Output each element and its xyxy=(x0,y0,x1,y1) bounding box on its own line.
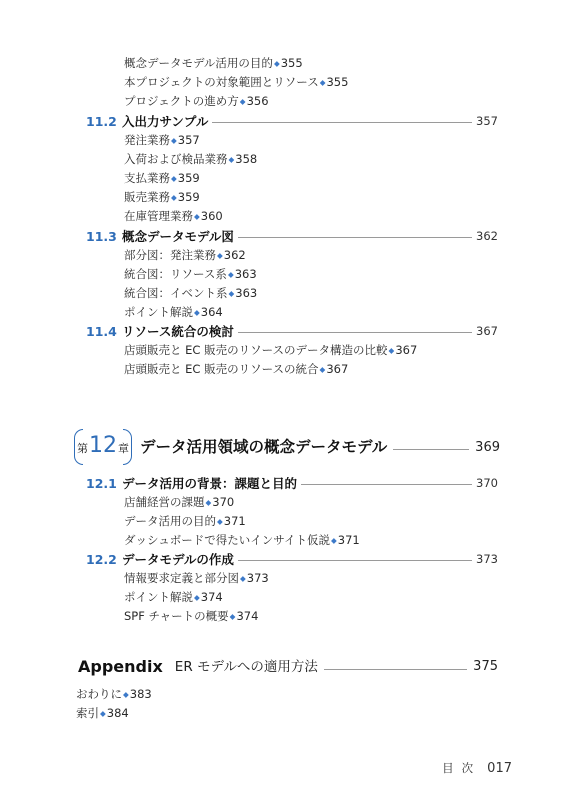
toc-item[interactable]: 情報要求定義と部分図◆373 xyxy=(124,571,269,585)
toc-item[interactable]: 発注業務◆357 xyxy=(124,133,200,147)
bullet-diamond-icon: ◆ xyxy=(194,593,200,602)
section-page: 357 xyxy=(476,114,498,128)
toc-item[interactable]: プロジェクトの進め方◆356 xyxy=(124,94,269,108)
leader-line xyxy=(324,669,467,670)
chapter-badge: 第 12 章 xyxy=(74,427,132,467)
toc-section-12-1[interactable] xyxy=(86,474,498,493)
footer-label: 目次 xyxy=(442,761,482,775)
toc-item[interactable]: 店頭販売と EC 販売のリソースのデータ構造の比較◆367 xyxy=(124,343,418,357)
chapter-title: データ活用領域の概念データモデル xyxy=(140,437,388,456)
section-title: 概念データモデル図 xyxy=(122,229,234,244)
toc-item[interactable]: 支払業務◆359 xyxy=(124,171,200,185)
bullet-diamond-icon: ◆ xyxy=(100,709,106,718)
bullet-diamond-icon: ◆ xyxy=(239,97,246,106)
toc-section-11-3[interactable] xyxy=(86,227,498,246)
toc-item[interactable]: 部分図：発注業務◆362 xyxy=(124,248,246,262)
bullet-diamond-icon: ◆ xyxy=(319,78,326,87)
bullet-diamond-icon: ◆ xyxy=(229,612,236,621)
toc-item-index[interactable]: 索引◆384 xyxy=(76,706,129,720)
section-number: 11.2 xyxy=(86,114,117,129)
bullet-diamond-icon: ◆ xyxy=(171,193,177,202)
toc-item[interactable]: 入荷および検品業務◆358 xyxy=(124,152,258,166)
leader-line xyxy=(301,484,472,485)
bullet-diamond-icon: ◆ xyxy=(123,690,129,699)
chapter-number: 12 xyxy=(89,433,117,458)
bullet-diamond-icon: ◆ xyxy=(319,365,326,374)
section-number: 11.3 xyxy=(86,229,117,244)
section-page: 367 xyxy=(476,324,498,338)
bullet-diamond-icon: ◆ xyxy=(330,536,337,545)
toc-item-afterword[interactable]: おわりに◆383 xyxy=(76,687,152,701)
bullet-diamond-icon: ◆ xyxy=(227,270,234,279)
toc-section-12-2[interactable] xyxy=(86,550,498,569)
toc-item[interactable]: 販売業務◆359 xyxy=(124,190,200,204)
bullet-diamond-icon: ◆ xyxy=(240,574,246,583)
appendix-label: Appendix xyxy=(78,657,163,676)
toc-item[interactable]: データ活用の目的◆371 xyxy=(124,514,246,528)
bullet-diamond-icon: ◆ xyxy=(194,212,200,221)
bullet-diamond-icon: ◆ xyxy=(217,251,223,260)
toc-item[interactable]: 概念データモデル活用の目的◆355 xyxy=(124,56,303,70)
bullet-diamond-icon: ◆ xyxy=(217,517,223,526)
section-page: 362 xyxy=(476,229,498,243)
toc-chapter-12[interactable] xyxy=(74,427,500,467)
bullet-diamond-icon: ◆ xyxy=(228,289,235,298)
chapter-page: 369 xyxy=(475,439,500,455)
leader-line xyxy=(238,560,472,561)
toc-section-11-2[interactable] xyxy=(86,112,498,131)
toc-item[interactable]: ポイント解説◆374 xyxy=(124,590,223,604)
section-number: 12.2 xyxy=(86,552,117,567)
toc-item[interactable]: ポイント解説◆364 xyxy=(124,305,223,319)
section-page: 373 xyxy=(476,552,498,566)
toc-item[interactable]: 統合図：イベント系◆363 xyxy=(124,286,258,300)
section-title: 入出力サンプル xyxy=(122,114,209,129)
leader-line xyxy=(238,332,472,333)
appendix-title: ER モデルへの適用方法 xyxy=(174,659,318,675)
toc-item[interactable]: 店頭販売と EC 販売のリソースの統合◆367 xyxy=(124,362,349,376)
bullet-diamond-icon: ◆ xyxy=(228,155,235,164)
bullet-diamond-icon: ◆ xyxy=(194,308,200,317)
section-title: データモデルの作成 xyxy=(122,552,234,567)
bullet-diamond-icon: ◆ xyxy=(171,174,177,183)
bullet-diamond-icon: ◆ xyxy=(388,346,395,355)
section-page: 370 xyxy=(476,476,498,490)
leader-line xyxy=(238,237,472,238)
appendix-page: 375 xyxy=(473,659,498,674)
bracket-left xyxy=(74,429,83,465)
leader-line xyxy=(393,449,469,450)
toc-appendix[interactable] xyxy=(78,655,498,679)
bracket-right xyxy=(123,429,132,465)
toc-item[interactable]: SPF チャートの概要◆374 xyxy=(124,609,259,623)
page-footer xyxy=(442,760,512,776)
bullet-diamond-icon: ◆ xyxy=(171,136,177,145)
toc-item[interactable]: 店舗経営の課題◆370 xyxy=(124,495,235,509)
bullet-diamond-icon: ◆ xyxy=(273,59,280,68)
bullet-diamond-icon: ◆ xyxy=(205,498,212,507)
section-number: 12.1 xyxy=(86,476,117,491)
toc-item[interactable]: 本プロジェクトの対象範囲とリソース◆355 xyxy=(124,75,349,89)
toc-item[interactable]: 在庫管理業務◆360 xyxy=(124,209,223,223)
toc-item[interactable]: ダッシュボードで得たいインサイト仮説◆371 xyxy=(124,533,360,547)
page-number: 017 xyxy=(487,761,512,776)
section-title: データ活用の背景：課題と目的 xyxy=(122,476,298,491)
section-title: リソース統合の検討 xyxy=(122,324,234,339)
leader-line xyxy=(212,122,472,123)
section-number: 11.4 xyxy=(86,324,117,339)
toc-section-11-4[interactable] xyxy=(86,322,498,341)
toc-item[interactable]: 統合図：リソース系◆363 xyxy=(124,267,257,281)
